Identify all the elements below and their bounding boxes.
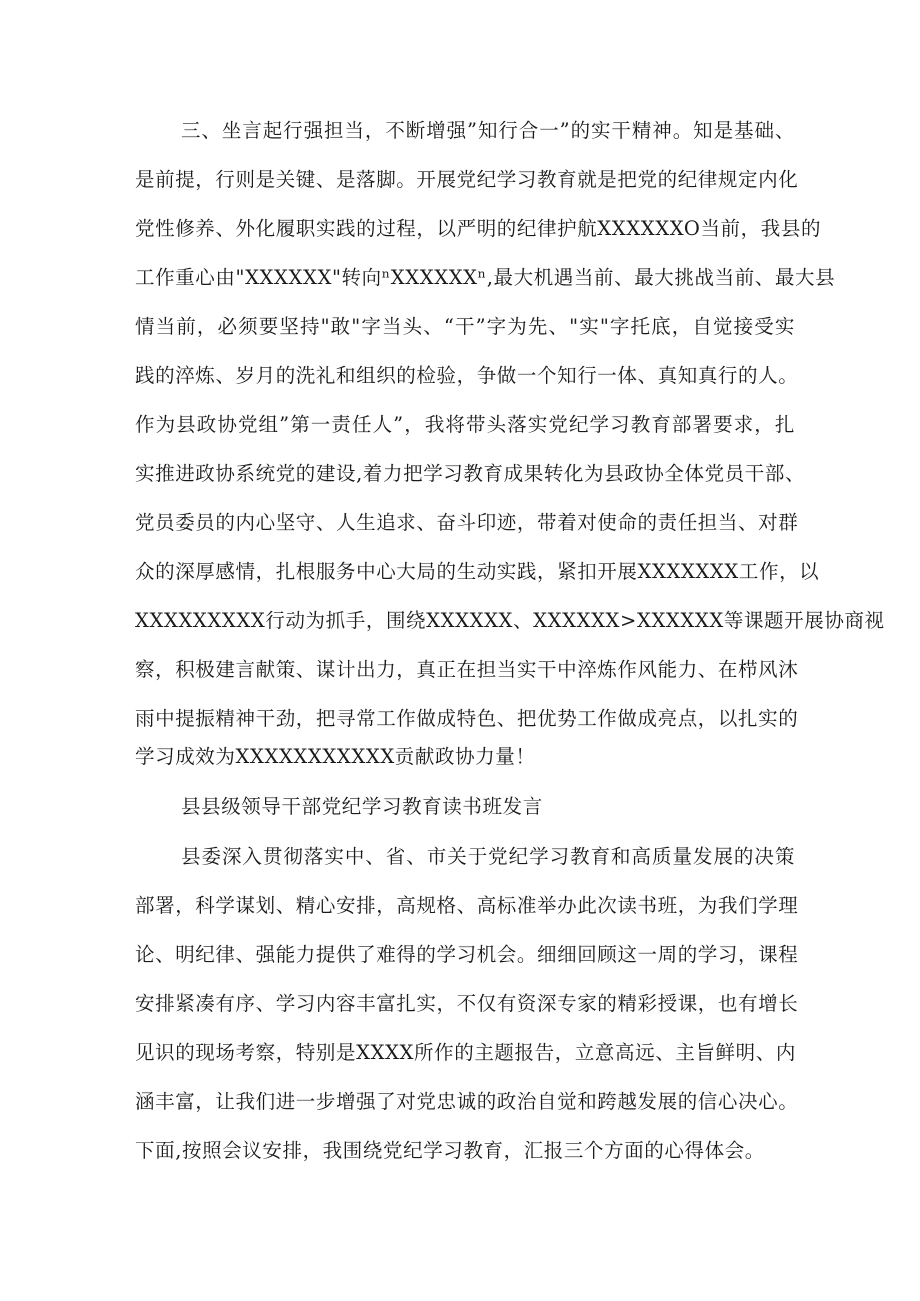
paragraph-1-line-10: 众的深厚感情，扎根服务中心大局的生动实践，紧扣开展XXXXXXX工作，以 — [135, 560, 820, 583]
paragraph-1-line-12: 察，积极建言献策、谋计出力，真正在担当实干中淬炼作风能力、在栉风沐 — [135, 658, 799, 681]
paragraph-1-line-11: XXXXXXXXX行动为抓手，围绕XXXXXX、XXXXXX>XXXXXX等课题开展协商视 — [135, 609, 885, 632]
paragraph-1-line-7: 作为县政协党组”第一责任人”，我将带头落实党纪学习教育部署要求，扎 — [135, 413, 795, 436]
paragraph-2-line-1: 县委深入贯彻落实中、省、市关于党纪学习教育和高质量发展的决策 — [181, 845, 795, 868]
paragraph-1-line-2: 是前提，行则是关键、是落脚。开展党纪学习教育就是把党的纪律规定内化 — [135, 168, 799, 191]
paragraph-1-line-3: 党性修养、外化履职实践的过程，以严明的纪律护航XXXXXXO当前，我县的 — [135, 217, 822, 240]
paragraph-1-line-13: 雨中提振精神干劲，把寻常工作做成特色、把优势工作做成亮点，以扎实的 — [135, 707, 799, 730]
paragraph-1-line-6: 践的淬炼、岁月的洗礼和组织的检验，争做一个知行一体、真知真行的人。 — [135, 364, 799, 387]
paragraph-1-line-5: 情当前，必须要坚持"敢"字当头、“干”字为先、"实"字托底，自觉接受实 — [135, 315, 795, 338]
paragraph-1-line-14: 学习成效为XXXXXXXXXXX贡献政协力量！ — [135, 745, 536, 768]
paragraph-2-line-3: 论、明纪律、强能力提供了难得的学习机会。细细回顾这一周的学习，课程 — [135, 943, 799, 966]
section-heading: 县县级领导干部党纪学习教育读书班发言 — [181, 795, 543, 818]
paragraph-1-line-1: 三、坐言起行强担当，不断增强”知行合一”的实干精神。知是基础、 — [181, 119, 795, 142]
paragraph-2-line-6: 涵丰富，让我们进一步增强了对党忠诚的政治自觉和跨越发展的信心决心。 — [135, 1090, 799, 1113]
paragraph-1-line-9: 党员委员的内心坚守、人生追求、奋斗印迹，带着对使命的责任担当、对群 — [135, 511, 799, 534]
paragraph-1-line-8: 实推进政协系统党的建设,着力把学习教育成果转化为县政协全体党员干部、 — [135, 462, 806, 485]
paragraph-1-line-4: 工作重心由"XXXXXX"转向ⁿXXXXXXⁿ,最大机遇当前、最大挑战当前、最大县 — [135, 266, 836, 289]
paragraph-2-line-4: 安排紧凑有序、学习内容丰富扎实，不仅有资深专家的精彩授课，也有增长 — [135, 992, 799, 1015]
paragraph-2-line-5: 见识的现场考察，特别是XXXX所作的主题报告，立意高远、主旨鲜明、内 — [135, 1041, 796, 1064]
paragraph-2-line-7: 下面,按照会议安排，我围绕党纪学习教育，汇报三个方面的心得体会。 — [135, 1139, 765, 1162]
paragraph-2-line-2: 部署，科学谋划、精心安排，高规格、高标准举办此次读书班，为我们学理 — [135, 894, 799, 917]
